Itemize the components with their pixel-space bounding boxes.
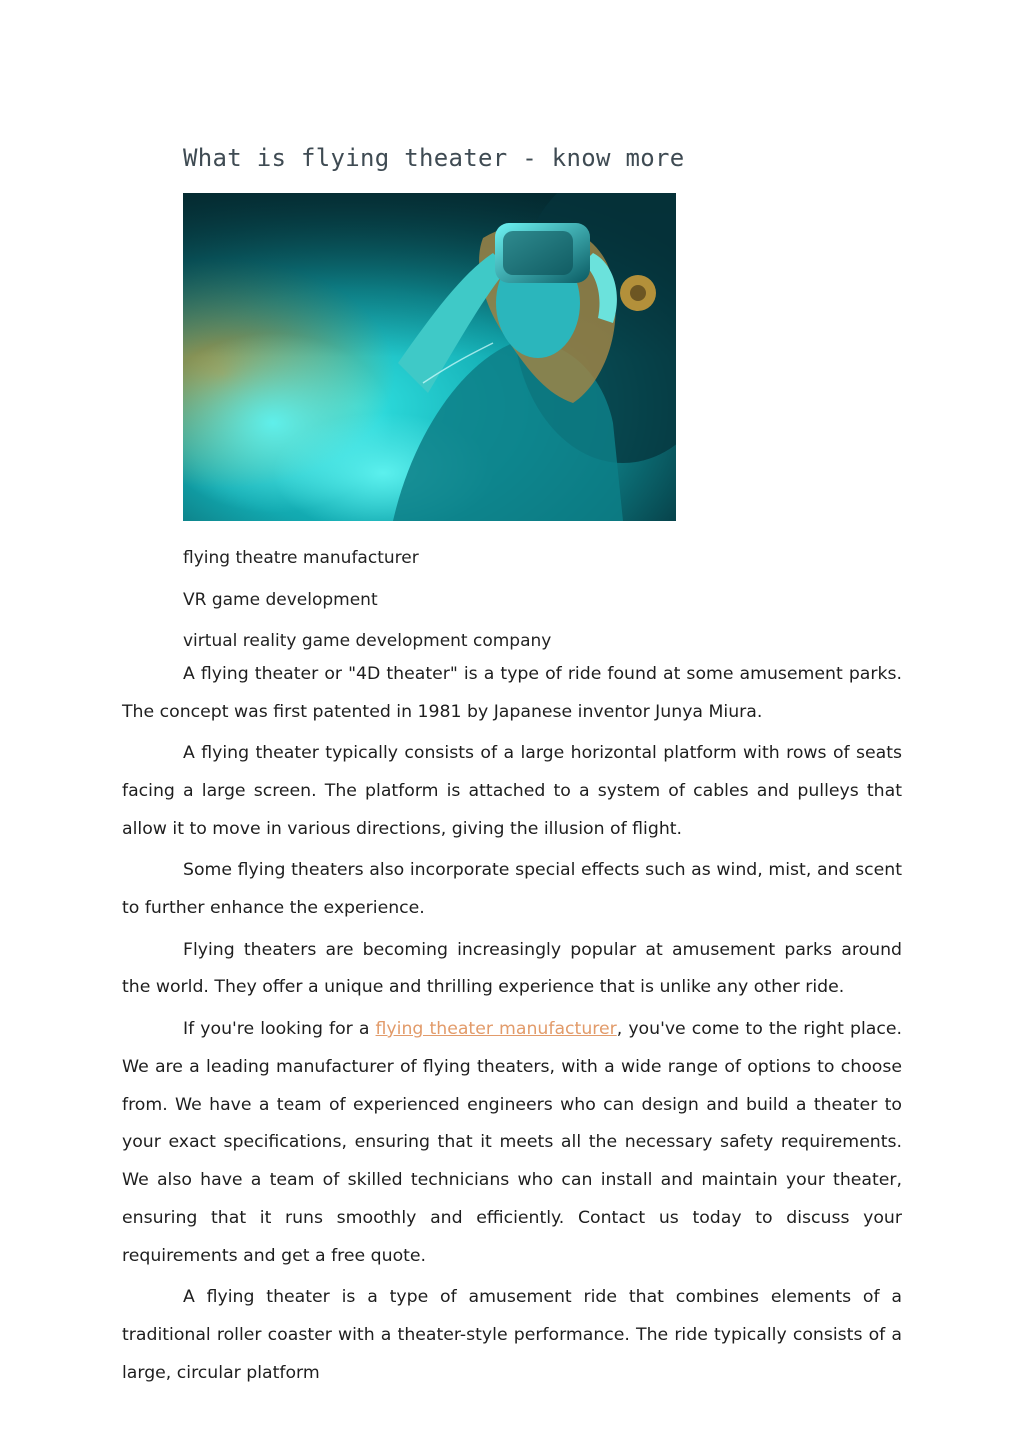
- paragraph-text: If you're looking for a: [183, 1018, 376, 1039]
- article-body: [122, 656, 902, 1396]
- paragraph: A flying theater or "4D theater" is a type of ride found at some amusement parks. The concept was first patented in 1981 by Japanese inventor Junya Miura.: [122, 664, 902, 722]
- keyword-item: VR game development: [183, 589, 378, 610]
- keyword-item: virtual reality game development company: [183, 631, 552, 651]
- paragraph: Some flying theaters also incorporate special effects such as wind, mist, and scent to further enhance the experience.: [122, 860, 902, 919]
- flying-theater-manufacturer-link[interactable]: flying theater manufacturer: [375, 1018, 617, 1039]
- vr-headset-photo: [183, 193, 676, 521]
- paragraph: A flying theater typically consists of a large horizontal platform with rows of seats facing a large screen. The platform is attached to a system of cables and pulleys that allow it to move in various directions, giving the illusion of flight.: [122, 743, 902, 839]
- paragraph: Flying theaters are becoming increasingly popular at amusement parks around the world. They offer a unique and thrilling experience that is unlike any other ride.: [122, 939, 902, 998]
- page-title: What is flying theater - know more: [183, 144, 685, 172]
- paragraph-text: , you've come to the right place. We are a leading manufacturer of flying theaters, with a wide range of options to choose from. We have a team of experienced engineers who can design and build a theater to your exact specifications, ensuring that it meets all the necessary safety requirements. We also have a team of skilled technicians who can install and maintain your theater, ensuring that it runs smoothly and efficiently. Contact us today to discuss your requirements and get a free quote.: [122, 1018, 902, 1266]
- keyword-item: flying theatre manufacturer: [183, 548, 419, 568]
- paragraph: A flying theater is a type of amusement ride that combines elements of a traditional roller coaster with a theater-style performance. The ride typically consists of a large, circular platform: [122, 1287, 902, 1383]
- keyword-list: [183, 538, 551, 663]
- paragraph: [122, 1011, 902, 1276]
